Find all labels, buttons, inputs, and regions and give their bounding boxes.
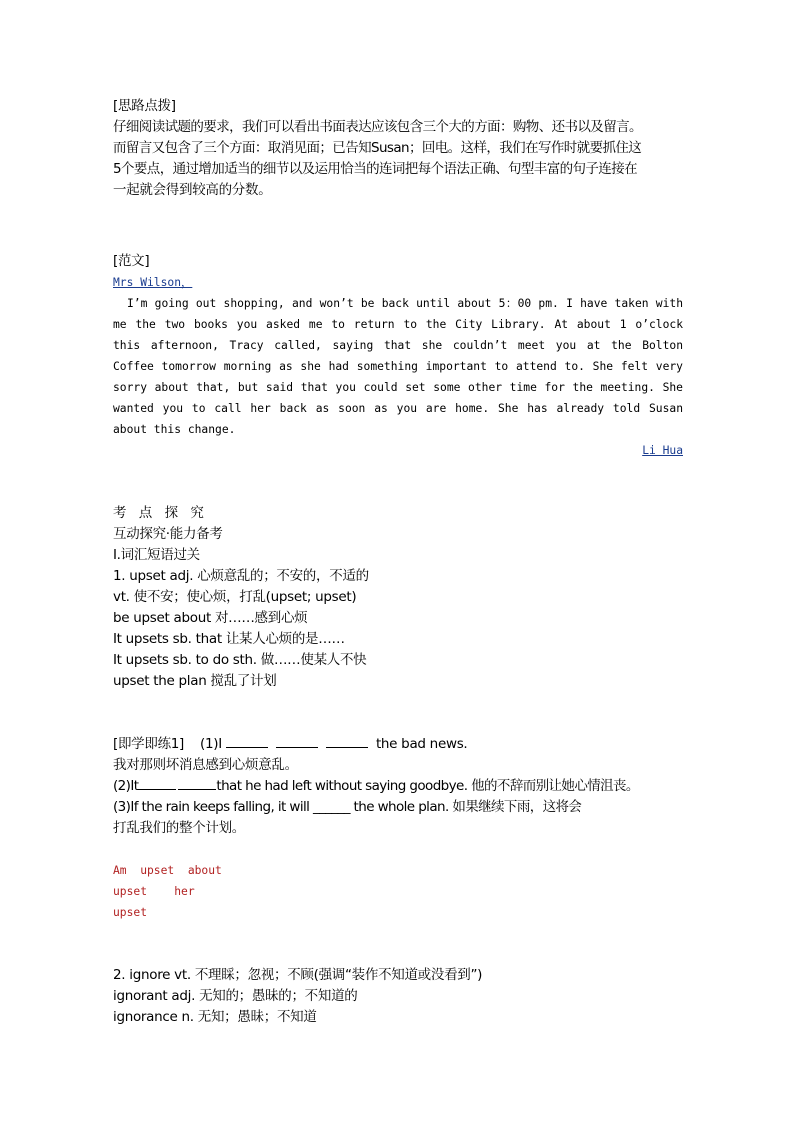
sample-heading: [范文] bbox=[113, 253, 150, 269]
q1-blank-1[interactable] bbox=[226, 735, 268, 748]
practice-q3-line-2: 打乱我们的整个计划。 bbox=[113, 820, 245, 836]
vocab1-line-6: upset the plan 搅乱了计划 bbox=[113, 673, 277, 689]
q2-prefix: (2)It bbox=[113, 778, 139, 794]
practice-q1 bbox=[113, 734, 683, 755]
q2-blank-2[interactable] bbox=[178, 777, 216, 790]
section-subtitle: 互动探究·能力备考 bbox=[113, 526, 223, 542]
q2-suffix: that he had left without saying goodbye. 他的不辞而别让她心情沮丧。 bbox=[216, 778, 639, 794]
vocab2-line-3: ignorance n. 无知；愚昧；不知道 bbox=[113, 1009, 317, 1025]
answer-1: Am upset about bbox=[113, 864, 222, 877]
answer-2: upset her bbox=[113, 885, 195, 898]
sample-letter-body: I’m going out shopping, and won’t be back until about 5：00 pm. I have taken with me the two books you asked me to return to the City Library. At about 1 o’clock this afternoon, Tracy called, saying that she couldn’t meet you at the Bolton Coffee tomorrow morning as she had something important to attend to. She felt very sorry about that, but said that you could set some other time for the meeting. She wanted you to call her back as soon as you are home. She has already told Susan about this change. bbox=[113, 297, 683, 436]
thinking-line-3: 5个要点，通过增加适当的细节以及运用恰当的连词把每个语法正确、句型丰富的句子连接在 bbox=[113, 161, 637, 177]
q2-blank-1[interactable] bbox=[138, 777, 176, 790]
vocab2-line-1: 2. ignore vt. 不理睬；忽视；不顾(强调“装作不知道或没看到”) bbox=[113, 967, 483, 983]
vocab1-line-1: 1. upset adj. 心烦意乱的；不安的，不适的 bbox=[113, 568, 369, 584]
vocab1-line-3: be upset about 对……感到心烦 bbox=[113, 610, 308, 626]
q1-blank-2[interactable] bbox=[276, 735, 318, 748]
answer-3: upset bbox=[113, 906, 148, 919]
q1-suffix: the bad news. bbox=[375, 736, 468, 752]
practice-label: [即学即练1] bbox=[113, 736, 185, 752]
thinking-line-1: 仔细阅读试题的要求，我们可以看出书面表达应该包含三个大的方面：购物、还书以及留言。 bbox=[113, 119, 642, 135]
salutation-link[interactable]: Mrs Wilson， bbox=[113, 276, 193, 289]
section-part: Ⅰ.词汇短语过关 bbox=[113, 547, 200, 563]
thinking-line-4: 一起就会得到较高的分数。 bbox=[113, 182, 272, 198]
vocab1-line-4: It upsets sb. that 让某人心烦的是…… bbox=[113, 631, 345, 647]
q1-translation: 我对那则坏消息感到心烦意乱。 bbox=[113, 757, 298, 773]
q1-blank-3[interactable] bbox=[326, 735, 368, 748]
vocab1-line-5: It upsets sb. to do sth. 做……使某人不快 bbox=[113, 652, 367, 668]
practice-q3-line-1: (3)If the rain keeps falling, it will ______ the whole plan. 如果继续下雨，这将会 bbox=[113, 799, 582, 815]
signature-link[interactable]: Li Hua bbox=[642, 444, 683, 457]
document-page bbox=[113, 96, 683, 1028]
q1-prefix: (1)I bbox=[200, 736, 222, 752]
vocab2-line-2: ignorant adj. 无知的；愚昧的；不知道的 bbox=[113, 988, 358, 1004]
section-title: 考 点 探 究 bbox=[113, 505, 208, 521]
vocab1-line-2: vt. 使不安；使心烦，打乱(upset; upset) bbox=[113, 589, 357, 605]
practice-q2 bbox=[113, 776, 683, 797]
thinking-heading: [思路点拨] bbox=[113, 98, 176, 114]
thinking-line-2: 而留言又包含了三个方面：取消见面；已告知Susan；回电。这样，我们在写作时就要抓住这 bbox=[113, 140, 642, 156]
